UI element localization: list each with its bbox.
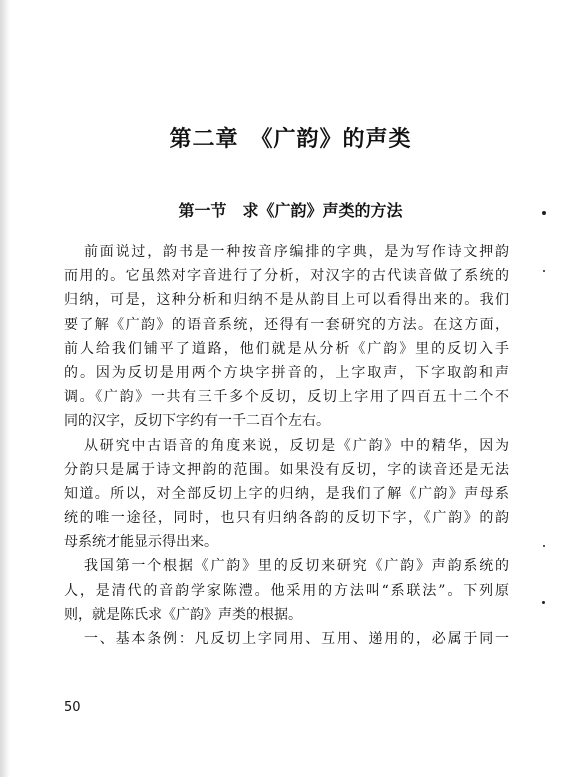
text-line: 同的汉字，反切下字约有一千二百个左右。 — [64, 413, 330, 430]
text-line: 知道。所以，对全部反切上字的归纳，是我们了解《广韵》声母系 — [64, 485, 509, 502]
text-line: 要了解《广韵》的语音系统，还得有一套研究的方法。在这方面， — [64, 316, 509, 333]
text-line: 调。《广韵》一共有三千多个反切，反切上字用了四百五十二个不 — [64, 389, 509, 406]
text-line: 统的唯一途径，同时，也只有归纳各韵的反切下字，《广韵》的韵 — [64, 510, 509, 527]
chapter-title: 第二章 《广韵》的声类 — [169, 126, 412, 152]
text-line: 而用的。它虽然对字音进行了分析，对汉字的古代读音做了系统的 — [64, 268, 509, 285]
text-line: 母系统才能显示得出来。 — [64, 534, 218, 551]
scan-speck — [543, 270, 545, 272]
body-text — [64, 240, 509, 651]
scan-speck — [542, 601, 545, 604]
text-line: 的。因为反切是用两个方块字拼音的，上字取声，下字取韵和声 — [64, 364, 509, 381]
page-edge-shadow — [0, 0, 10, 777]
scan-speck — [543, 545, 545, 547]
text-line: 一、基本条例：凡反切上字同用、互用、递用的，必属于同一 — [84, 631, 509, 647]
text-line: 前面说过，韵书是一种按音序编排的字典，是为写作诗文押韵 — [84, 244, 509, 260]
text-line: 从研究中古语音的角度来说，反切是《广韵》中的精华，因为 — [84, 437, 509, 454]
scan-speck — [542, 211, 546, 215]
text-line: 前人给我们铺平了道路，他们就是从分析《广韵》里的反切入手 — [64, 340, 509, 357]
text-line: 我国第一个根据《广韵》里的反切来研究《广韵》声韵系统的 — [84, 558, 509, 575]
page-number: 50 — [64, 700, 81, 715]
text-line: 分韵只是属于诗文押韵的范围。如果没有反切，字的读音还是无法 — [64, 461, 509, 478]
section-title: 第一节 求《广韵》声类的方法 — [178, 201, 403, 220]
text-line: 归纳，可是，这种分析和归纳不是从韵目上可以看得出来的。我们 — [64, 292, 509, 309]
text-line: 人，是清代的音韵学家陈澧。他采用的方法叫“系联法”。下列原 — [64, 582, 509, 599]
text-line: 则，就是陈氏求《广韵》声类的根据。 — [64, 606, 302, 623]
